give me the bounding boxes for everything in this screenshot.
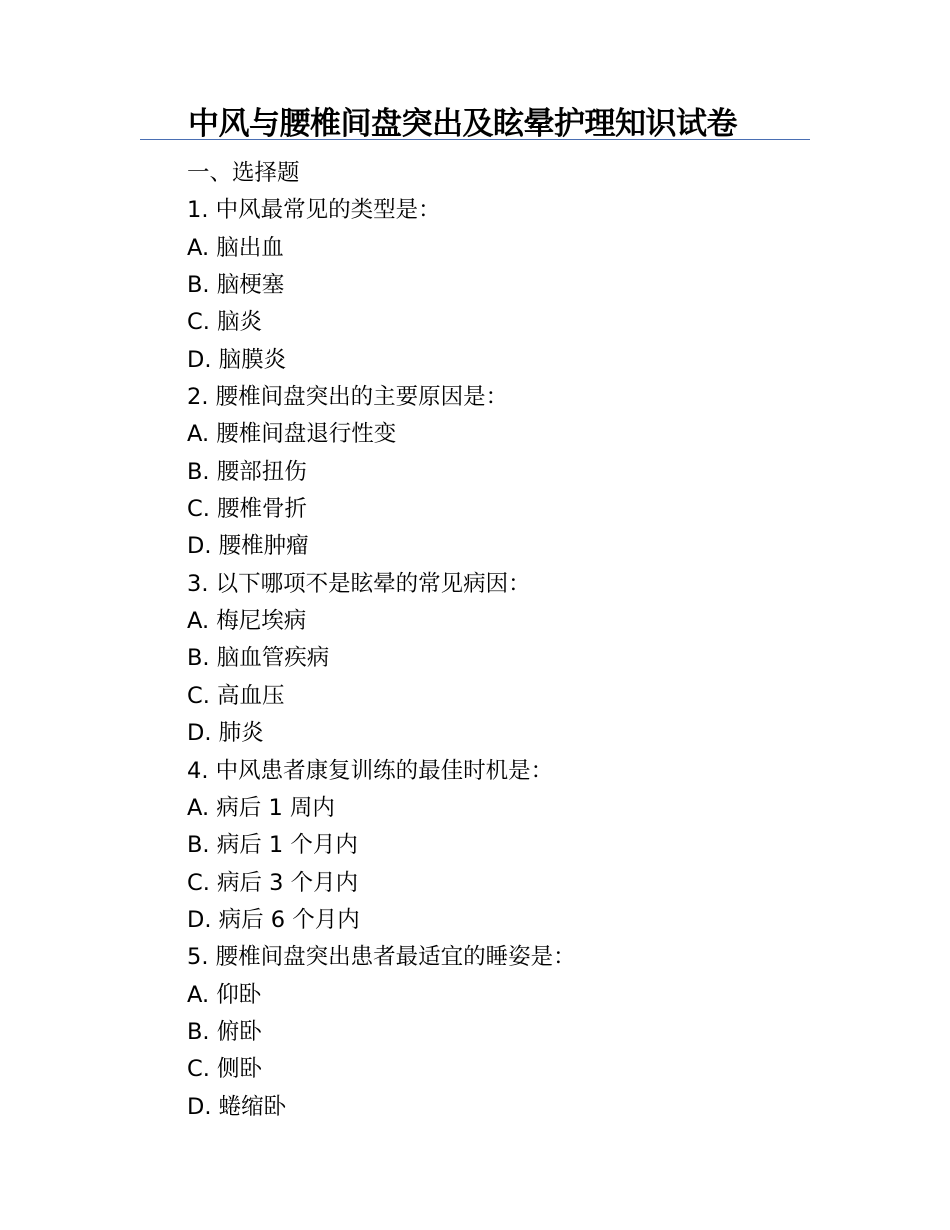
answer-option: B. 腰部扭伤 [187, 458, 307, 485]
answer-option: D. 脑膜炎 [187, 346, 287, 373]
answer-option: C. 脑炎 [187, 309, 263, 336]
answer-option: A. 病后 1 周内 [187, 794, 335, 821]
answer-option: D. 病后 6 个月内 [187, 906, 360, 933]
answer-option: D. 腰椎肿瘤 [187, 533, 309, 560]
answer-option: C. 高血压 [187, 682, 285, 709]
answer-option: B. 脑血管疾病 [187, 645, 330, 672]
document-title: 中风与腰椎间盘突出及眩晕护理知识试卷 [188, 106, 737, 142]
title-underline [140, 139, 810, 140]
question-stem: 2. 腰椎间盘突出的主要原因是： [187, 384, 509, 411]
question-list [187, 155, 827, 1126]
answer-option: B. 俯卧 [187, 1018, 262, 1045]
answer-option: C. 病后 3 个月内 [187, 869, 359, 896]
answer-option: B. 病后 1 个月内 [187, 832, 358, 859]
answer-option: B. 脑梗塞 [187, 272, 285, 299]
answer-option: C. 侧卧 [187, 1056, 263, 1083]
answer-option: A. 脑出血 [187, 234, 284, 261]
answer-option: A. 梅尼埃病 [187, 608, 307, 635]
question-stem: 3. 以下哪项不是眩晕的常见病因： [187, 570, 531, 597]
answer-option: C. 腰椎骨折 [187, 496, 308, 523]
answer-option: A. 腰椎间盘退行性变 [187, 421, 397, 448]
question-stem: 5. 腰椎间盘突出患者最适宜的睡姿是： [187, 944, 576, 971]
section-heading: 一、选择题 [187, 160, 300, 186]
question-stem: 4. 中风患者康复训练的最佳时机是： [187, 757, 554, 784]
answer-option: D. 蜷缩卧 [187, 1093, 287, 1120]
answer-option: D. 肺炎 [187, 720, 264, 747]
answer-option: A. 仰卧 [187, 981, 262, 1008]
question-stem: 1. 中风最常见的类型是： [187, 197, 441, 224]
